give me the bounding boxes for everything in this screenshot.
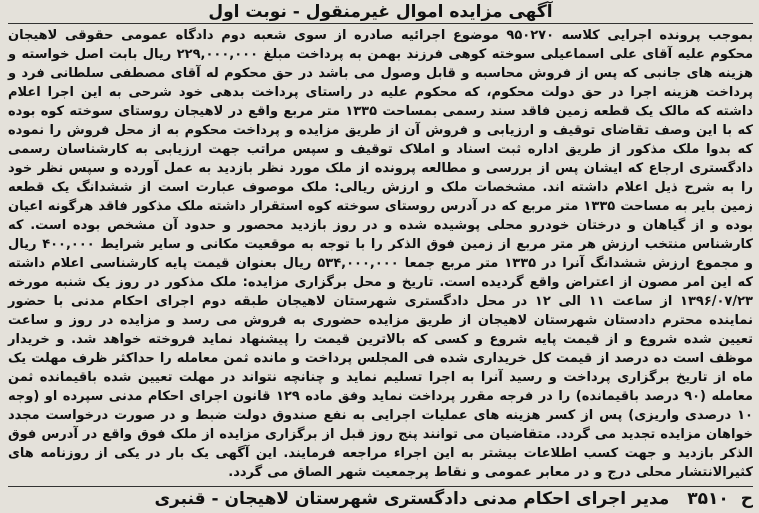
- notice-signature: مدیر اجرای احکام مدنی دادگستری شهرستان لاهیجان - قنبری: [154, 489, 670, 509]
- notice-code-number: ۳۵۱۰: [687, 489, 729, 509]
- notice-code: [681, 489, 753, 509]
- notice-paragraph: بموجب پرونده اجرایی کلاسه ۹۵۰۲۷۰ موضوع اجرائیه صادره از سوی شعبه دوم دادگاه عمومی حقوقی لاهیجان محکوم علیه آقای علی اسماعیلی سوخته کوهی فرزند بهمن به پرداخت مبلغ ۲۲۹,۰۰۰,۰۰۰ ریال بابت اصل خواسته و هزینه های جانبی که پس از فروش محاسبه و قابل وصول می باشد در حق محکوم له آقای مصطفی سلطانی فرد و پرداخت هزینه اجرا در حق دولت محکوم، که محکوم علیه در راستای پرداخت بدهی خود شرحی به این اجرا اعلام داشته که مالک یک قطعه زمین فاقد سند رسمی بمساحت ۱۳۳۵ متر مربع واقع در لاهیجان روستای سوخته کوه بوده که با این وصف تقاضای توقیف و ارزیابی و فروش آن از طریق مزایده و پرداخت محکوم به از محل فروش را نموده که بدوا ملک مذکور از طریق اداره ثبت اسناد و املاک توقیف و سپس مراتب جهت ارزیابی به کارشناسان رسمی دادگستری ارجاع که ایشان پس از بررسی و مطالعه پرونده از ملک مورد نظر بازدید به عمل آورده و سپس نظر خود را به شرح ذیل اعلام داشته اند. مشخصات ملک و ارزش ریالی: ملک موصوف عبارت است از ششدانگ یک قطعه زمین بایر به مساحت ۱۳۳۵ متر مربع که در آدرس روستای سوخته کوه استقرار داشته ملک مذکور فاقد هرگونه اعیان بوده و از گیاهان و درختان خودرو محلی پوشیده شده و در روز بازدید محصور و حدود آن مشخص بوده است. که کارشناس منتخب ارزش هر متر مربع از زمین فوق الذکر را با توجه به موقعیت مکانی و سایر شرایط ۴۰۰,۰۰۰ ریال و مجموع ارزش ششدانگ آنرا در ۱۳۳۵ متر مربع جمعا ۵۳۴,۰۰۰,۰۰۰ ریال بعنوان قیمت پایه کارشناسی اعلام داشته که این امر مصون از اعتراض واقع گردیده است. تاریخ و محل برگزاری مزایده: ملک مذکور در روز یک شنبه مورخه ۱۳۹۶/۰۷/۲۳ از ساعت ۱۱ الی ۱۲ در محل دادگستری شهرستان لاهیجان طبقه دوم اجرای احکام مدنی با حضور نماینده محترم دادستان شهرستان لاهیجان از طریق مزایده حضوری به فروش می رسد و مزایده در روز و ساعت تعیین شده شروع و از قیمت پایه شروع و کسی که بالاترین قیمت را پیشنهاد نماید فروخته خواهد شد. و خریدار موظف است ده درصد از قیمت کل خریداری شده فی المجلس پرداخت و مانده ثمن معامله را حداکثر ظرف مهلت یک ماه از تاریخ برگزاری پرداخت و رسید آنرا به اجرا تسلیم نماید و چنانچه نتواند در مهلت تعیین شده باقیمانده ثمن معامله (۹۰ درصد باقیمانده) را در فرجه مقرر پرداخت نماید وفق ماده ۱۲۹ قانون اجرای احکام مدنی سپرده او (وجه ۱۰ درصدی واریزی) پس از کسر هزینه های عملیات اجرایی به نفع صندوق دولت ضبط و در صورت درخواست مجدد خواهان مزایده تجدید می گردد. متقاضیان می توانند پنج روز قبل از برگزاری مزایده از ملک فوق واقع در آدرس فوق الذکر بازدید و جهت کسب اطلاعات بیشتر به این اجراء مراجعه فرمایند. این آگهی یک بار در یکی از روزنامه های کثیرالانتشار محلی درج و در معابر عمومی و نقاط پرجمعیت شهر الصاق می گردد.: [8, 28, 754, 480]
- notice-title: آگهی مزایده اموال غیرمنقول - نوبت اول: [8, 0, 753, 24]
- notice-body: [8, 26, 753, 482]
- notice-footer: [8, 486, 753, 509]
- notice-code-prefix: ح: [740, 489, 753, 509]
